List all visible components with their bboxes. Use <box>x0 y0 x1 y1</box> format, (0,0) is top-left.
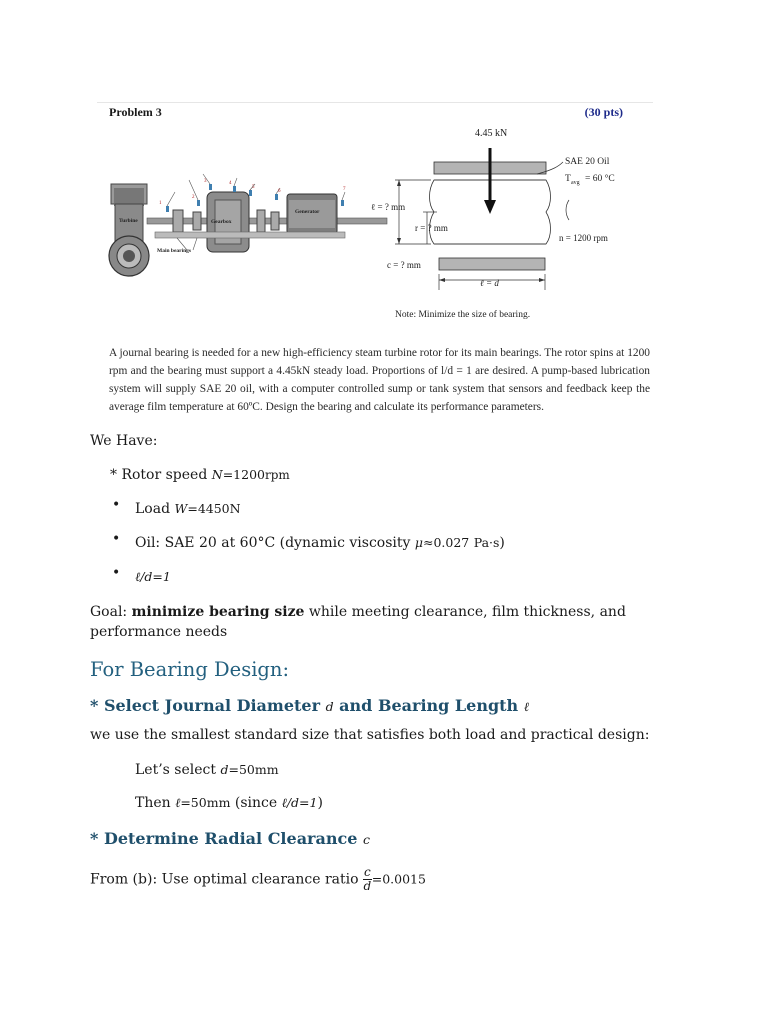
radial-clearance-text: * Determine Radial Clearance <box>90 829 363 848</box>
main-bearings-label: Main bearings <box>157 248 192 254</box>
diameter-var: d <box>325 699 334 714</box>
temperature-symbol: T <box>565 174 571 184</box>
clearance-var: c <box>362 832 370 847</box>
then-suffix-a: (since <box>230 795 282 811</box>
ratio-value: =0.0015 <box>371 871 426 887</box>
rotor-speed-unit: rpm <box>264 468 290 482</box>
bearing-design-heading: For Bearing Design: <box>90 658 290 681</box>
viscosity-var: μ <box>414 535 423 550</box>
oil-item <box>135 533 505 553</box>
turbine-label: Turbine <box>119 218 138 224</box>
bearing-number-2: 2 <box>192 195 195 200</box>
bearing-number-1: 1 <box>159 201 162 206</box>
select-var: d <box>220 762 229 777</box>
radius-unknown-label: r = ? mm <box>415 223 448 233</box>
problem-diagram <box>97 100 653 340</box>
length-unknown-label: ℓ = ? mm <box>371 202 406 212</box>
from-b-text: From (b): Use optimal clearance ratio <box>90 871 363 888</box>
select-d-line <box>135 760 279 780</box>
then-prefix: Then <box>135 795 176 811</box>
goal-bold: minimize bearing size <box>131 604 305 620</box>
ratio-item <box>135 567 171 587</box>
load-unit: N <box>229 501 241 516</box>
goal-prefix: Goal: <box>90 604 132 620</box>
bearing-number-4: 4 <box>229 181 232 186</box>
load-value: =4450 <box>187 501 230 516</box>
standard-size-paragraph: we use the smallest standard size that satisfies both load and practical design: <box>90 727 650 743</box>
select-unit: mm <box>254 762 279 777</box>
select-prefix: Let’s select <box>135 762 221 778</box>
bullet-dot: • <box>112 531 121 547</box>
gearbox-label: Gearbox <box>211 219 232 225</box>
we-have-label: We Have: <box>90 433 158 449</box>
goal-line2: performance needs <box>90 624 228 640</box>
rotor-speed-value: =1200 <box>222 467 265 482</box>
load-label: 4.45 kN <box>475 128 508 139</box>
turbine-assembly <box>109 174 387 276</box>
rotor-speed-var: N <box>211 467 223 482</box>
problem-image <box>97 100 653 434</box>
oil-prefix: Oil: SAE 20 at 60°C (dynamic viscosity <box>135 535 415 551</box>
then-value: =50 <box>180 795 207 810</box>
goal-suffix: while meeting clearance, film thickness, and <box>304 604 626 620</box>
fraction-denominator: d <box>363 879 372 893</box>
viscosity-unit: Pa·s <box>473 535 500 550</box>
then-unit: mm <box>206 795 231 810</box>
bullet-dot: • <box>112 565 121 581</box>
bearing-length-text: and Bearing Length <box>333 696 524 715</box>
select-diameter-heading <box>90 696 529 715</box>
bearing-number-5: 5 <box>252 185 255 190</box>
length-equals-d-label: ℓ = d <box>480 278 499 288</box>
bearing-number-6: 6 <box>278 189 281 194</box>
rotor-speed-prefix: * Rotor speed <box>110 467 212 483</box>
ratio-expression: ℓ/d=1 <box>135 569 171 584</box>
load-item <box>135 499 241 519</box>
oil-suffix: ) <box>499 535 505 551</box>
problem-statement: A journal bearing is needed for a new high-efficiency steam turbine rotor for its main bearings. The rotor spins at 1200 rpm and the bearing must support a 4.45kN steady load. Proportions of l/d = 1 are desired. A pump-based lubrication system will supply SAE 20 oil, with a computer controlled sump or tank system that sensors and feedback keep the average film temperature at 60ºC. Design the bearing and calculate its performance parameters. <box>109 347 650 413</box>
generator-label: Generator <box>295 209 320 215</box>
speed-label: n = 1200 rpm <box>559 233 608 243</box>
oil-label: SAE 20 Oil <box>565 157 610 167</box>
radial-clearance-heading <box>90 829 370 848</box>
problem-points: (30 pts) <box>584 105 623 119</box>
rotor-speed-item <box>110 465 290 485</box>
clearance-ratio-line <box>90 866 426 893</box>
then-var: ℓ <box>175 795 181 810</box>
select-diameter-text: * Select Journal Diameter <box>90 696 326 715</box>
load-prefix: Load <box>135 501 175 517</box>
bearing-schematic <box>371 128 615 320</box>
select-value: =50 <box>228 762 255 777</box>
goal-paragraph <box>90 602 650 642</box>
fraction-numerator: c <box>363 865 371 879</box>
bearing-number-3: 3 <box>204 179 207 184</box>
load-var: W <box>174 501 188 516</box>
clearance-unknown-label: c = ? mm <box>387 260 421 270</box>
then-l-line <box>135 793 323 813</box>
bullet-dot: • <box>112 497 121 513</box>
temperature-subscript: avg <box>571 180 580 186</box>
length-var: ℓ <box>523 699 529 714</box>
problem-title: Problem 3 <box>109 105 162 119</box>
clearance-fraction <box>363 866 372 893</box>
bearing-number-7: 7 <box>343 187 346 192</box>
then-ratio: ℓ/d=1 <box>281 795 318 810</box>
viscosity-value: ≈0.027 <box>423 535 470 550</box>
then-suffix-b: ) <box>317 795 323 811</box>
minimize-note: Note: Minimize the size of bearing. <box>395 310 531 320</box>
temperature-value: = 60 °C <box>585 174 615 184</box>
